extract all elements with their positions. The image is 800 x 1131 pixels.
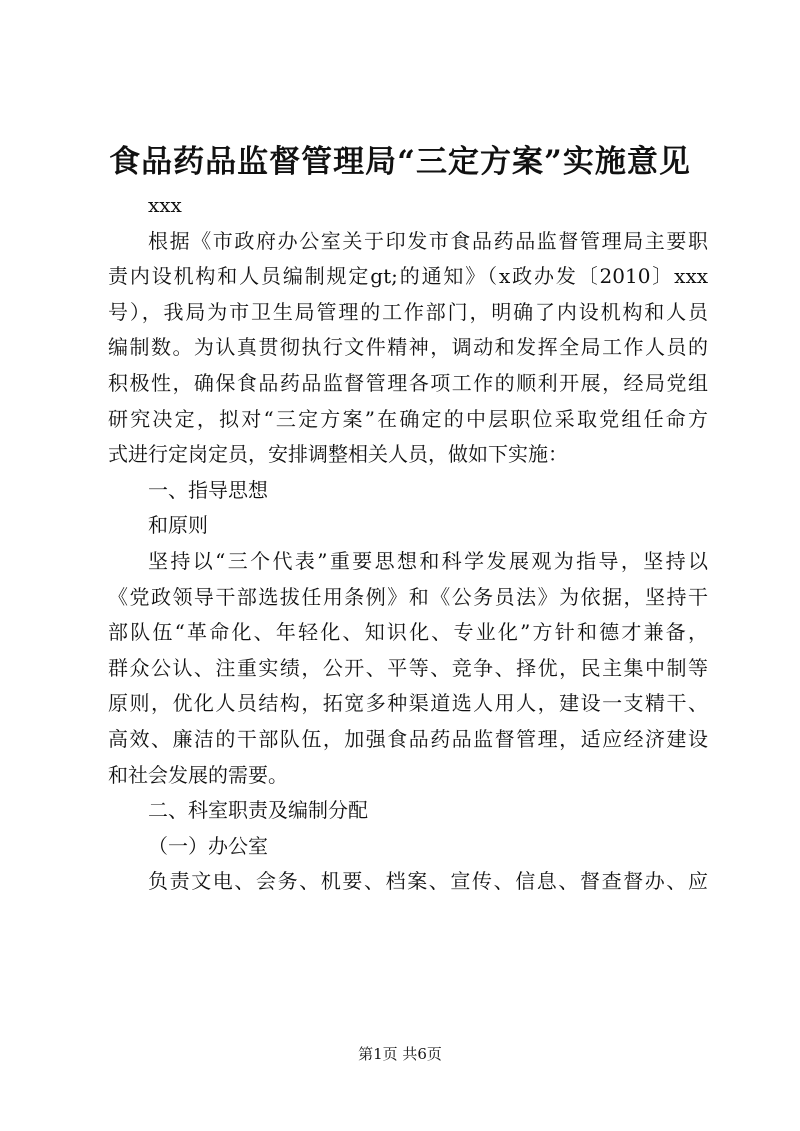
paragraph-line: 研究决定，拟对“三定方案”在确定的中层职位采取党组任命方 <box>108 406 708 431</box>
section-heading: 一、指导思想 <box>148 477 268 502</box>
section-heading: 和原则 <box>148 513 208 538</box>
subsection-heading: （一）办公室 <box>148 833 268 858</box>
paragraph-line: 群众公认、注重实绩，公开、平等、竞争、择优，民主集中制等 <box>108 655 708 680</box>
paragraph-line: 号），我局为市卫生局管理的工作部门，明确了内设机构和人员 <box>108 299 708 324</box>
paragraph-line: 负责文电、会务、机要、档案、宣传、信息、督查督办、应 <box>148 869 708 894</box>
paragraph-line: 编制数。为认真贯彻执行文件精神，调动和发挥全局工作人员的 <box>108 335 708 360</box>
document-title: 食品药品监督管理局“三定方案”实施意见 <box>109 144 691 180</box>
paragraph-line: 原则，优化人员结构，拓宽多种渠道选人用人，建设一支精干、 <box>108 691 708 716</box>
paragraph-line: 部队伍“革命化、年轻化、知识化、专业化”方针和德才兼备， <box>108 620 708 645</box>
paragraph-line: 坚持以“三个代表”重要思想和科学发展观为指导，坚持以 <box>148 548 708 573</box>
paragraph-line: 责内设机构和人员编制规定gt;的通知》（x政办发〔2010〕xxx <box>108 264 708 289</box>
document-body <box>108 188 708 900</box>
page-number: 第1页 共6页 <box>358 1045 442 1063</box>
paragraph-line: 和社会发展的需要。 <box>108 762 288 787</box>
author-line: xxx <box>148 193 182 217</box>
section-heading: 二、科室职责及编制分配 <box>148 798 368 823</box>
paragraph-line: 积极性，确保食品药品监督管理各项工作的顺利开展，经局党组 <box>108 370 708 395</box>
paragraph-line: 根据《市政府办公室关于印发市食品药品监督管理局主要职 <box>148 228 708 253</box>
paragraph-line: 高效、廉洁的干部队伍，加强食品药品监督管理，适应经济建设 <box>108 726 708 751</box>
paragraph-line: 式进行定岗定员，安排调整相关人员，做如下实施： <box>108 442 568 467</box>
paragraph-line: 《党政领导干部选拔任用条例》和《公务员法》为依据，坚持干 <box>108 584 708 609</box>
